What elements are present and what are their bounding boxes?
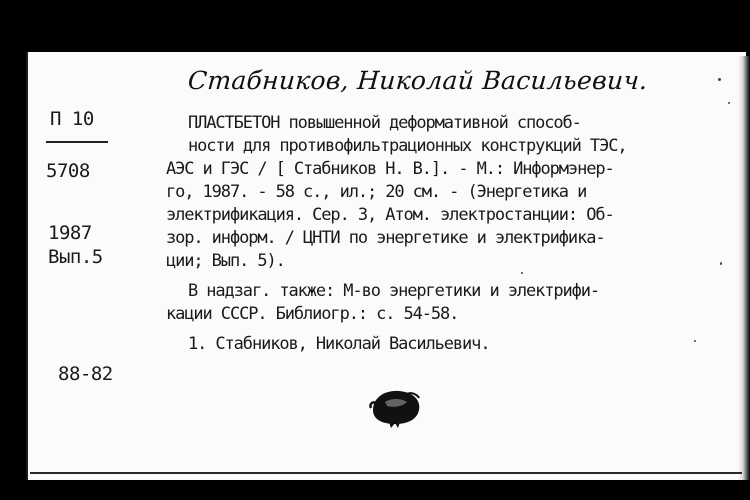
card-left-edge	[26, 52, 28, 480]
accession-number: 5708	[46, 160, 90, 182]
card-right-edge	[738, 56, 750, 480]
description-line-5: электрификация. Сер. 3, Атом. электростанции: Об-	[166, 205, 614, 225]
issue-number: Вып.5	[48, 246, 103, 268]
library-ink-stamp-icon	[367, 386, 425, 428]
description-line-2: ности для противофильтрационных конструкций ТЭС,	[188, 136, 627, 156]
publication-year: 1987	[48, 222, 92, 244]
description-line-1: ПЛАСТБЕТОН повышенной деформативной способ-	[188, 113, 581, 133]
description-line-3: АЭС и ГЭС / [ Стабников Н. В.]. - М.: Информэнер-	[166, 159, 614, 179]
note-line-2: кации СССР. Библиогр.: с. 54-58.	[166, 304, 459, 324]
description-line-4: го, 1987. - 58 с., ил.; 20 см. - (Энергетика и	[166, 182, 587, 202]
shelf-mark-rule	[46, 141, 108, 143]
tracing-line: 1. Стабников, Николай Васильевич.	[188, 334, 490, 354]
description-line-6: зор. информ. / ЦНТИ по энергетике и электрифика-	[166, 228, 605, 248]
note-line-1: В надзаг. также: М-во энергетики и электрифи-	[188, 281, 600, 301]
dust-speck	[521, 272, 523, 274]
dust-speck	[728, 102, 730, 104]
description-line-7: ции; Вып. 5).	[166, 251, 285, 271]
dust-speck	[694, 340, 696, 342]
shelf-mark: П 10	[50, 108, 94, 130]
author-heading-handwritten: Стабников, Николай Васильевич.	[186, 66, 649, 95]
dust-speck	[718, 78, 721, 81]
card-number: 88-82	[58, 363, 113, 385]
card-bottom-rule	[30, 472, 742, 474]
dust-speck	[720, 262, 722, 265]
